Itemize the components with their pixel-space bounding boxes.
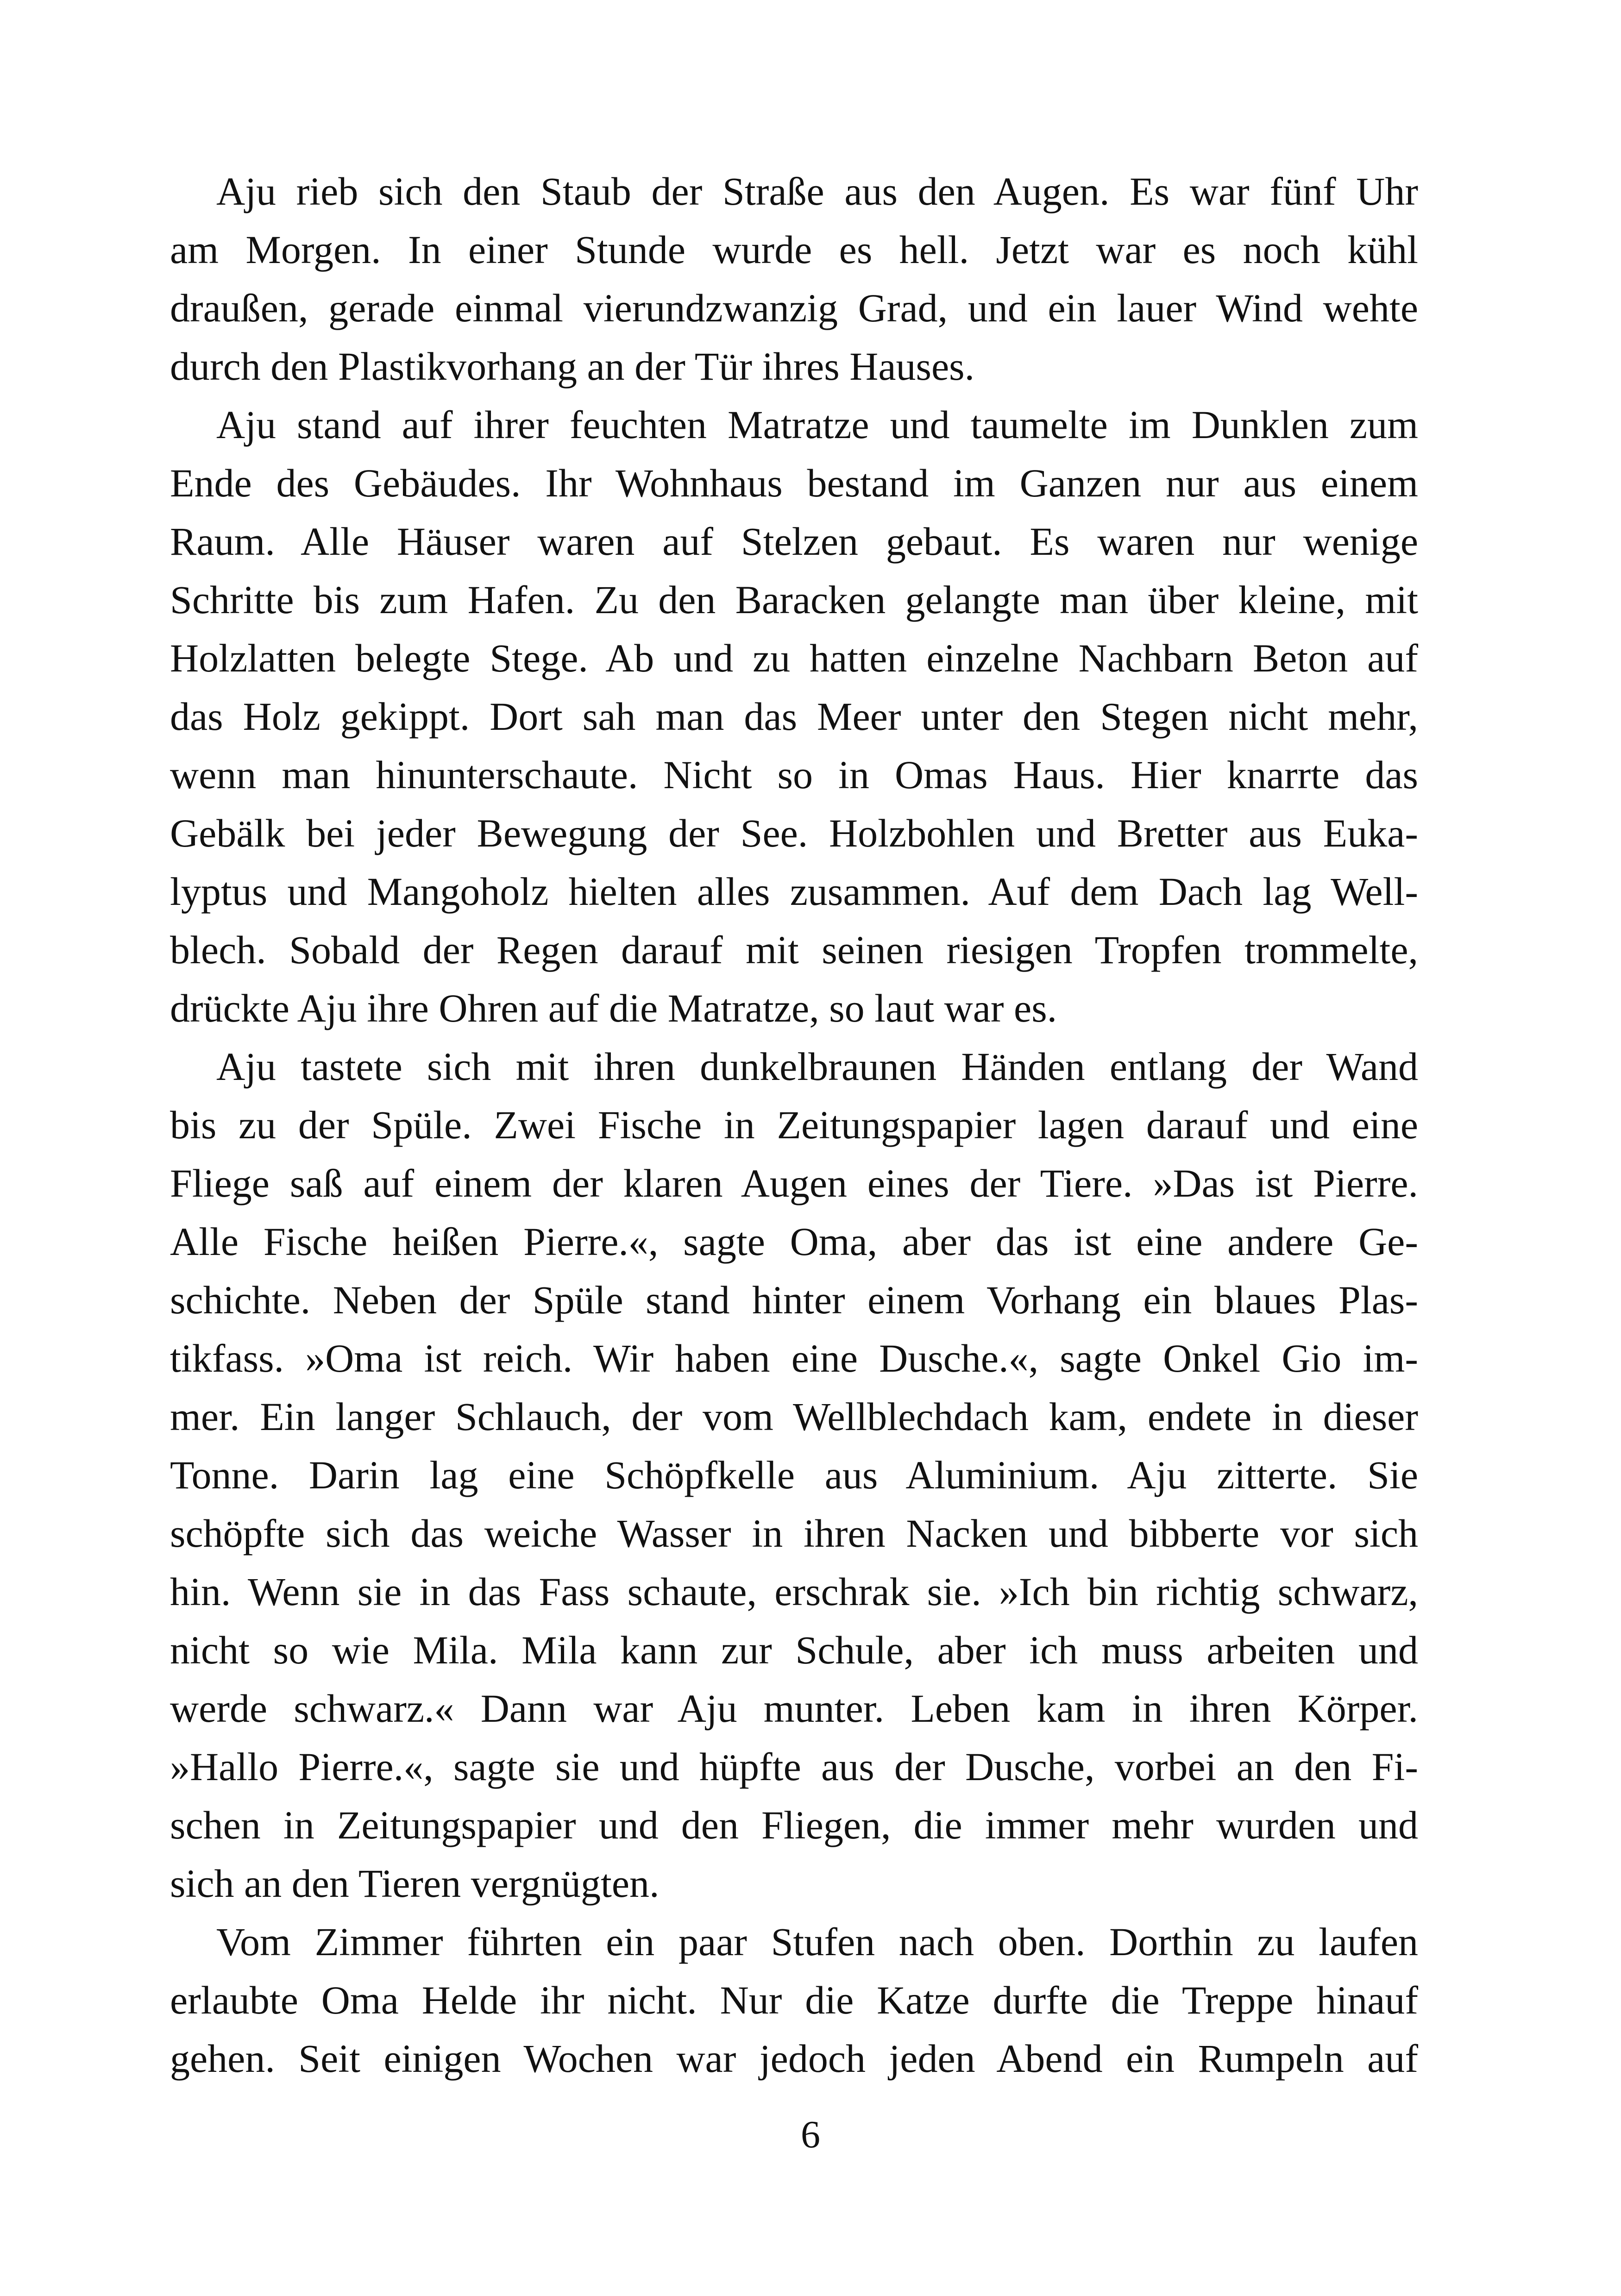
text-line: Tonne. Darin lag eine Schöpfkelle aus Aluminium. Aju zitterte. Sie bbox=[170, 1453, 1418, 1497]
text-line: Aju rieb sich den Staub der Straße aus den Augen. Es war fünf Uhr bbox=[216, 169, 1418, 213]
text-line: Ende des Gebäudes. Ihr Wohnhaus bestand im Ganzen nur aus einem bbox=[170, 461, 1418, 505]
text-line: durch den Plastikvorhang an der Tür ihres Hauses. bbox=[170, 344, 975, 389]
paragraph-1 bbox=[170, 162, 1418, 395]
text-line: drückte Aju ihre Ohren auf die Matratze, so laut war es. bbox=[170, 986, 1057, 1030]
text-line: draußen, gerade einmal vierundzwanzig Grad, und ein lauer Wind wehte bbox=[170, 286, 1418, 330]
paragraph-4 bbox=[170, 1913, 1418, 2088]
text-line: Aju stand auf ihrer feuchten Matratze und taumelte im Dunklen zum bbox=[216, 402, 1418, 447]
text-line: Vom Zimmer führten ein paar Stufen nach oben. Dorthin zu laufen bbox=[216, 1920, 1418, 1964]
text-line: »Hallo Pierre.«, sagte sie und hüpfte aus der Dusche, vorbei an den Fi- bbox=[170, 1744, 1418, 1789]
text-line: lyptus und Mangoholz hielten alles zusammen. Auf dem Dach lag Well- bbox=[170, 869, 1418, 914]
text-line: blech. Sobald der Regen darauf mit seinen riesigen Tropfen trommelte, bbox=[170, 928, 1418, 972]
text-body bbox=[170, 162, 1418, 2088]
text-line: Gebälk bei jeder Bewegung der See. Holzbohlen und Bretter aus Euka- bbox=[170, 811, 1418, 855]
text-line: Aju tastete sich mit ihren dunkelbraunen Händen entlang der Wand bbox=[216, 1044, 1418, 1089]
text-line: schen in Zeitungspapier und den Fliegen, die immer mehr wurden und bbox=[170, 1803, 1418, 1847]
text-line: wenn man hinunterschaute. Nicht so in Omas Haus. Hier knarrte das bbox=[170, 753, 1418, 797]
text-line: das Holz gekippt. Dort sah man das Meer unter den Stegen nicht mehr, bbox=[170, 694, 1418, 739]
text-line: am Morgen. In einer Stunde wurde es hell. Jetzt war es noch kühl bbox=[170, 227, 1418, 272]
text-line: sich an den Tieren vergnügten. bbox=[170, 1861, 660, 1906]
text-line: nicht so wie Mila. Mila kann zur Schule, aber ich muss arbeiten und bbox=[170, 1628, 1418, 1672]
text-line: Alle Fische heißen Pierre.«, sagte Oma, aber das ist eine andere Ge- bbox=[170, 1219, 1418, 1264]
text-line: hin. Wenn sie in das Fass schaute, erschrak sie. »Ich bin richtig schwarz, bbox=[170, 1569, 1418, 1614]
text-line: Raum. Alle Häuser waren auf Stelzen gebaut. Es waren nur wenige bbox=[170, 519, 1418, 564]
text-line: tikfass. »Oma ist reich. Wir haben eine Dusche.«, sagte Onkel Gio im- bbox=[170, 1336, 1418, 1380]
page-number: 6 bbox=[801, 2113, 820, 2156]
text-line: schöpfte sich das weiche Wasser in ihren Nacken und bibberte vor sich bbox=[170, 1511, 1418, 1556]
text-line: Fliege saß auf einem der klaren Augen eines der Tiere. »Das ist Pierre. bbox=[170, 1161, 1418, 1205]
text-line: werde schwarz.« Dann war Aju munter. Leben kam in ihren Körper. bbox=[170, 1686, 1418, 1731]
text-line: Holzlatten belegte Stege. Ab und zu hatten einzelne Nachbarn Beton auf bbox=[170, 636, 1418, 680]
text-line: gehen. Seit einigen Wochen war jedoch jeden Abend ein Rumpeln auf bbox=[170, 2036, 1418, 2081]
paragraph-3 bbox=[170, 1037, 1418, 1913]
text-line: schichte. Neben der Spüle stand hinter einem Vorhang ein blaues Plas- bbox=[170, 1278, 1418, 1322]
text-line: mer. Ein langer Schlauch, der vom Wellblechdach kam, endete in dieser bbox=[170, 1394, 1418, 1439]
paragraph-2 bbox=[170, 395, 1418, 1037]
text-line: erlaubte Oma Helde ihr nicht. Nur die Katze durfte die Treppe hinauf bbox=[170, 1978, 1418, 2022]
text-line: bis zu der Spüle. Zwei Fische in Zeitungspapier lagen darauf und eine bbox=[170, 1103, 1418, 1147]
text-line: Schritte bis zum Hafen. Zu den Baracken gelangte man über kleine, mit bbox=[170, 577, 1418, 622]
